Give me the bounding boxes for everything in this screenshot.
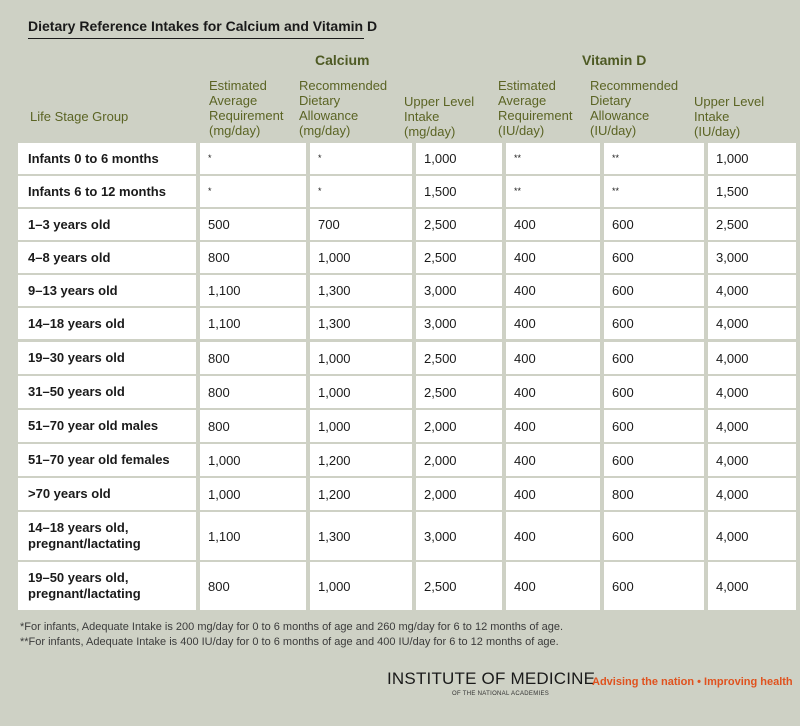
ca-rda-cell: 1,300 <box>310 308 412 339</box>
vd-ear-cell: 400 <box>506 444 600 476</box>
ca-rda-cell: 1,000 <box>310 342 412 374</box>
ca-ear-cell: 800 <box>200 376 306 408</box>
iom-tagline: Advising the nation • Improving health <box>592 676 793 688</box>
vd-ul-cell: 4,000 <box>708 562 796 610</box>
vd-ul-cell: 4,000 <box>708 478 796 510</box>
life-stage-cell: 4–8 years old <box>18 242 196 273</box>
vd-ear-cell: 400 <box>506 562 600 610</box>
life-stage-cell: Infants 6 to 12 months <box>18 176 196 207</box>
vd-ul-cell: 4,000 <box>708 308 796 339</box>
footnote-calcium: *For infants, Adequate Intake is 200 mg/day for 0 to 6 months of age and 260 mg/day for 6 to 12 months of age. <box>20 621 564 633</box>
ca-ul-cell: 2,500 <box>416 209 502 240</box>
ca-ul-cell: 2,500 <box>416 242 502 273</box>
ca-ear-cell: * <box>200 143 306 174</box>
vd-ear-cell: 400 <box>506 376 600 408</box>
ca-ear-cell: 1,100 <box>200 275 306 306</box>
ca-ul-cell: 3,000 <box>416 512 502 560</box>
vitamin-d-ear-header: Estimated Average Requirement (IU/day) <box>498 78 573 138</box>
vd-ear-cell: 400 <box>506 342 600 374</box>
vitamin-d-rda-header: Recommended Dietary Allowance (IU/day) <box>590 78 679 138</box>
calcium-rda-header: Recommended Dietary Allowance (mg/day) <box>299 78 388 138</box>
vd-ear-cell: 400 <box>506 512 600 560</box>
vd-rda-cell: 600 <box>604 308 704 339</box>
ca-ul-cell: 2,500 <box>416 376 502 408</box>
ca-rda-cell: 1,000 <box>310 376 412 408</box>
ca-rda-cell: 700 <box>310 209 412 240</box>
vd-ear-cell: 400 <box>506 410 600 442</box>
life-stage-cell: 14–18 years old, pregnant/lactating <box>18 512 196 560</box>
ca-ear-cell: 1,100 <box>200 512 306 560</box>
vd-rda-cell: 600 <box>604 209 704 240</box>
vitamin-d-group-heading: Vitamin D <box>582 52 647 68</box>
ca-rda-cell: 1,200 <box>310 444 412 476</box>
vd-ul-cell: 4,000 <box>708 275 796 306</box>
life-stage-cell: 1–3 years old <box>18 209 196 240</box>
ca-rda-cell: 1,000 <box>310 562 412 610</box>
life-stage-cell: 19–30 years old <box>18 342 196 374</box>
ca-ear-cell: 1,000 <box>200 444 306 476</box>
vd-ear-cell: 400 <box>506 275 600 306</box>
vd-rda-cell: 600 <box>604 242 704 273</box>
vd-ul-cell: 3,000 <box>708 242 796 273</box>
ca-ul-cell: 3,000 <box>416 308 502 339</box>
calcium-group-heading: Calcium <box>315 52 370 68</box>
life-stage-cell: 51–70 year old females <box>18 444 196 476</box>
page-title: Dietary Reference Intakes for Calcium and Vitamin D <box>28 18 378 34</box>
vd-rda-cell: 600 <box>604 512 704 560</box>
ca-rda-cell: 1,300 <box>310 275 412 306</box>
life-stage-cell: 51–70 year old males <box>18 410 196 442</box>
vd-rda-cell: 600 <box>604 275 704 306</box>
vd-ul-cell: 4,000 <box>708 342 796 374</box>
title-underline <box>28 38 364 39</box>
vd-ul-cell: 4,000 <box>708 512 796 560</box>
footnote-vitamin-d: **For infants, Adequate Intake is 400 IU/day for 0 to 6 months of age and 400 IU/day for 6 to 12 months of age. <box>20 636 559 648</box>
ca-rda-cell: 1,200 <box>310 478 412 510</box>
vd-ear-cell: 400 <box>506 308 600 339</box>
ca-ear-cell: 1,100 <box>200 308 306 339</box>
ca-ul-cell: 2,500 <box>416 562 502 610</box>
ca-ear-cell: * <box>200 176 306 207</box>
vd-ear-cell: 400 <box>506 478 600 510</box>
life-stage-cell: 19–50 years old, pregnant/lactating <box>18 562 196 610</box>
ca-ul-cell: 3,000 <box>416 275 502 306</box>
ca-ear-cell: 800 <box>200 410 306 442</box>
vd-ul-cell: 4,000 <box>708 444 796 476</box>
vd-ear-cell: ** <box>506 143 600 174</box>
life-stage-header: Life Stage Group <box>30 109 129 124</box>
vd-ul-cell: 2,500 <box>708 209 796 240</box>
vd-rda-cell: ** <box>604 143 704 174</box>
life-stage-cell: 14–18 years old <box>18 308 196 339</box>
life-stage-cell: >70 years old <box>18 478 196 510</box>
ca-rda-cell: 1,300 <box>310 512 412 560</box>
ca-ul-cell: 2,500 <box>416 342 502 374</box>
ca-ul-cell: 2,000 <box>416 410 502 442</box>
life-stage-cell: 9–13 years old <box>18 275 196 306</box>
ca-ear-cell: 800 <box>200 242 306 273</box>
vd-rda-cell: 600 <box>604 342 704 374</box>
vd-ear-cell: ** <box>506 176 600 207</box>
vd-ul-cell: 4,000 <box>708 376 796 408</box>
iom-logo-subtitle: OF THE NATIONAL ACADEMIES <box>452 691 550 697</box>
ca-ear-cell: 800 <box>200 342 306 374</box>
vd-rda-cell: 600 <box>604 444 704 476</box>
life-stage-cell: 31–50 years old <box>18 376 196 408</box>
vd-rda-cell: 800 <box>604 478 704 510</box>
ca-ear-cell: 1,000 <box>200 478 306 510</box>
vd-ear-cell: 400 <box>506 209 600 240</box>
ca-rda-cell: 1,000 <box>310 242 412 273</box>
ca-ear-cell: 500 <box>200 209 306 240</box>
vd-rda-cell: 600 <box>604 562 704 610</box>
vd-rda-cell: ** <box>604 176 704 207</box>
calcium-ul-header: Upper Level Intake (mg/day) <box>404 94 475 139</box>
ca-rda-cell: * <box>310 143 412 174</box>
iom-logo-name: INSTITUTE OF MEDICINE <box>387 669 596 688</box>
vd-ear-cell: 400 <box>506 242 600 273</box>
vd-ul-cell: 4,000 <box>708 410 796 442</box>
ca-ul-cell: 2,000 <box>416 444 502 476</box>
ca-ear-cell: 800 <box>200 562 306 610</box>
vd-rda-cell: 600 <box>604 376 704 408</box>
life-stage-cell: Infants 0 to 6 months <box>18 143 196 174</box>
vd-ul-cell: 1,500 <box>708 176 796 207</box>
ca-rda-cell: 1,000 <box>310 410 412 442</box>
calcium-ear-header: Estimated Average Requirement (mg/day) <box>209 78 284 138</box>
vd-ul-cell: 1,000 <box>708 143 796 174</box>
ca-rda-cell: * <box>310 176 412 207</box>
ca-ul-cell: 1,000 <box>416 143 502 174</box>
ca-ul-cell: 2,000 <box>416 478 502 510</box>
ca-ul-cell: 1,500 <box>416 176 502 207</box>
vitamin-d-ul-header: Upper Level Intake (IU/day) <box>694 94 765 139</box>
vd-rda-cell: 600 <box>604 410 704 442</box>
